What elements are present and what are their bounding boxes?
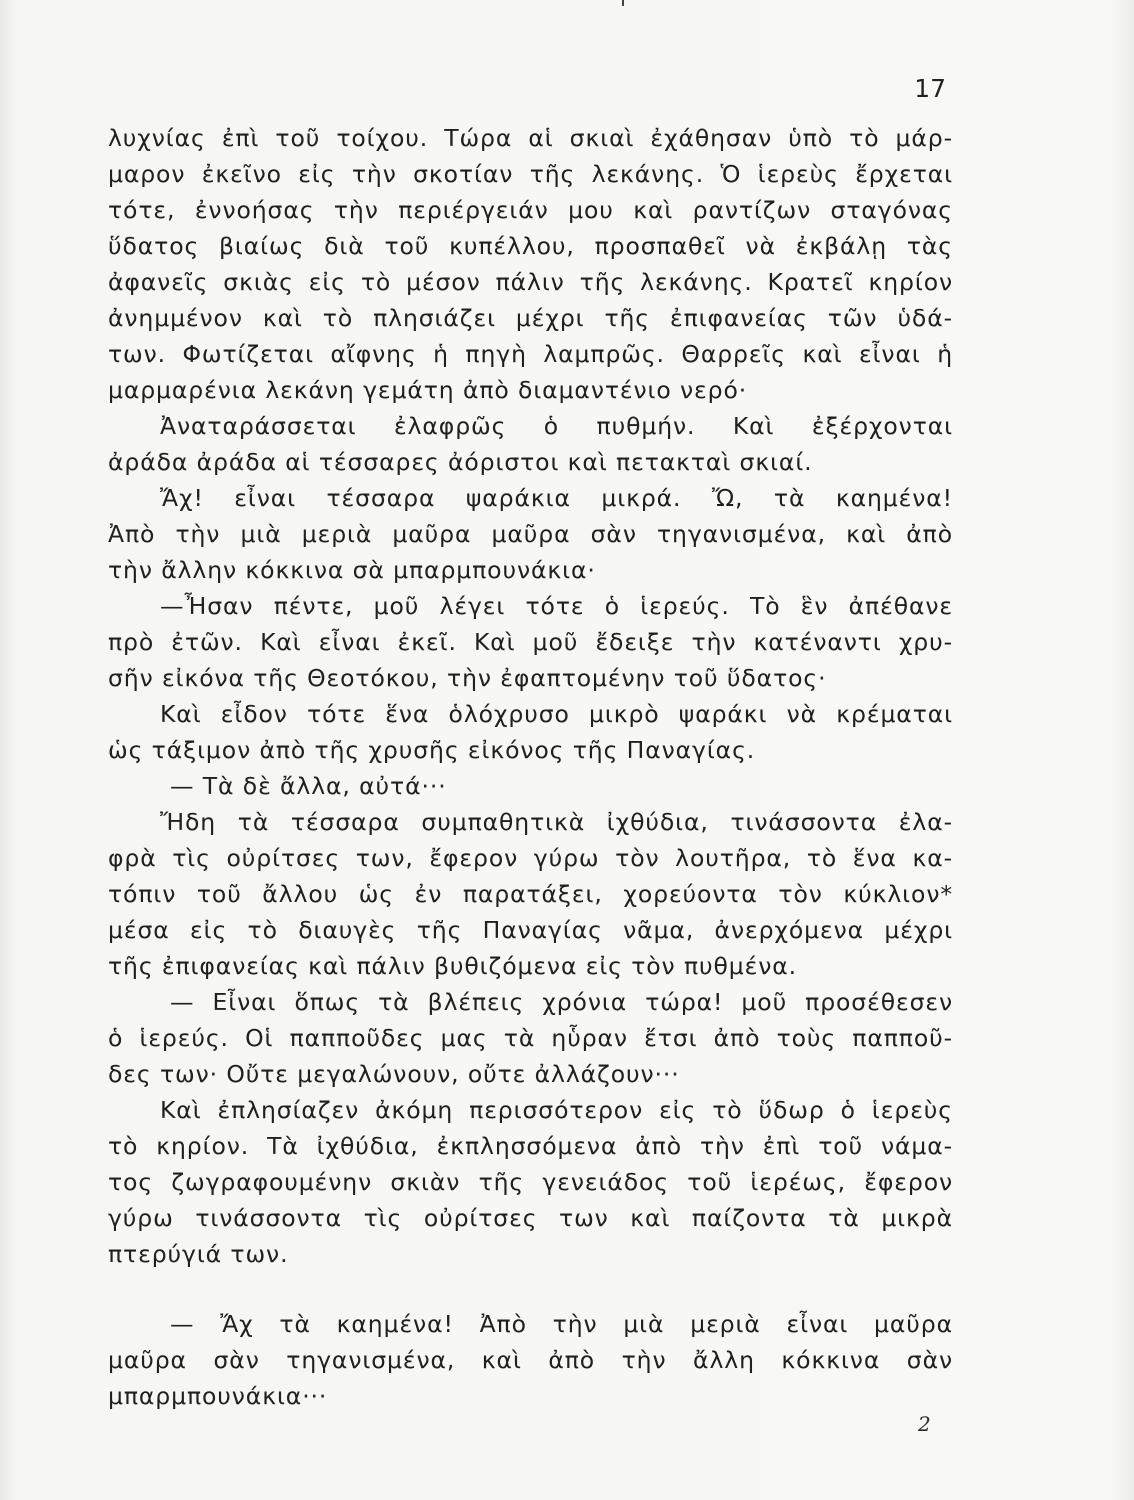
text-line: τὴν ἄλλην κόκκινα σὰ μπαρμπουνάκια· [108,556,596,584]
text-line: σῆν εἰκόνα τῆς Θεοτόκου, τὴν ἐφαπτομένην τοῦ ὕδατος· [108,664,827,692]
text-line: μαρον ἐκεῖνο εἰς τὴν σκοτίαν τῆς λεκάνης. Ὁ ἱερεὺς ἔρχεται [108,160,953,188]
text-line: λυχνίας ἐπὶ τοῦ τοίχου. Τώρα αἱ σκιαὶ ἐχάθησαν ὑπὸ τὸ μάρ- [108,124,953,152]
text-line: πτερύγιά των. [108,1240,289,1268]
text-line: των. Φωτίζεται αἴφνης ἡ πηγὴ λαμπρῶς. Θαρρεῖς καὶ εἶναι ἡ [108,340,953,368]
text-line: Ἤδη τὰ τέσσαρα συμπαθητικὰ ἰχθύδια, τινάσσοντα ἐλα- [160,808,953,836]
text-line: Ἄχ! εἶναι τέσσαρα ψαράκια μικρά. Ὤ, τὰ καημένα! [160,484,953,512]
text-line: τόπιν τοῦ ἄλλου ὡς ἐν παρατάξει, χορεύοντα τὸν κύκλιον* [108,880,953,908]
text-line: Ἀπὸ τὴν μιὰ μεριὰ μαῦρα μαῦρα σὰν τηγανισμένα, καὶ ἀπὸ [108,520,953,548]
text-line: τὸ κηρίον. Τὰ ἰχθύδια, ἐκπλησσόμενα ἀπὸ τὴν ἐπὶ τοῦ νάμα- [108,1132,953,1160]
text-line: —Ἦσαν πέντε, μοῦ λέγει τότε ὁ ἱερεύς. Τὸ ἓν ἀπέθανε [160,592,953,620]
text-line: τότε, ἐννοήσας τὴν περιέργειάν μου καὶ ραντίζων σταγόνας [108,196,953,224]
text-line: Καὶ ἐπλησίαζεν ἀκόμη περισσότερον εἰς τὸ ὕδωρ ὁ ἱερεὺς [160,1096,953,1124]
text-line: ἀνημμένον καὶ τὸ πλησιάζει μέχρι τῆς ἐπιφανείας τῶν ὑδά- [108,304,953,332]
text-line: ἀράδα ἀράδα αἱ τέσσαρες ἀόριστοι καὶ πετακταὶ σκιαί. [108,448,813,476]
signature-mark: 2 [918,1412,931,1436]
body-text [108,120,953,1414]
text-line: δες των· Οὔτε μεγαλώνουν, οὔτε ἀλλάζουν··· [108,1060,680,1088]
text-line: μπαρμπουνάκια··· [108,1382,328,1410]
text-line: ὡς τάξιμον ἀπὸ τῆς χρυσῆς εἰκόνος τῆς Παναγίας. [108,736,756,764]
text-line: τος ζωγραφουμένην σκιὰν τῆς γενειάδος τοῦ ἱερέως, ἔφερον [108,1168,953,1196]
text-line: φρὰ τὶς οὐρίτσες των, ἔφερον γύρω τὸν λουτῆρα, τὸ ἕνα κα- [108,844,953,872]
text-line: Καὶ εἶδον τότε ἕνα ὁλόχρυσο μικρὸ ψαράκι νὰ κρέμαται [160,700,953,728]
page-number: 17 [914,74,946,103]
binding-mark [622,0,624,6]
text-line: μέσα εἰς τὸ διαυγὲς τῆς Παναγίας νᾶμα, ἀνερχόμενα μέχρι [108,916,953,944]
text-line: μαρμαρένια λεκάνη γεμάτη ἀπὸ διαμαντένιο νερό· [108,376,748,404]
text-line: μαῦρα σὰν τηγανισμένα, καὶ ἀπὸ τὴν ἄλλη κόκκινα σὰν [108,1346,953,1374]
text-line: τῆς ἐπιφανείας καὶ πάλιν βυθιζόμενα εἰς τὸν πυθμένα. [108,952,798,980]
text-line: πρὸ ἐτῶν. Καὶ εἶναι ἐκεῖ. Καὶ μοῦ ἔδειξε τὴν κατέναντι χρυ- [108,628,953,656]
text-line: — Ἄχ τὰ καημένα! Ἀπὸ τὴν μιὰ μεριὰ εἶναι μαῦρα [170,1310,953,1338]
text-line: ὁ ἱερεύς. Οἱ παπποῦδες μας τὰ ηὗραν ἔτσι ἀπὸ τοὺς παπποῦ- [108,1024,953,1052]
text-line: — Τὰ δὲ ἄλλα, αὐτά··· [170,772,447,800]
text-line: ὕδατος βιαίως διὰ τοῦ κυπέλλου, προσπαθεῖ νὰ ἐκβάλῃ τὰς [108,232,953,260]
text-line: — Εἶναι ὅπως τὰ βλέπεις χρόνια τώρα! μοῦ προσέθεσεν [170,988,953,1016]
text-line: Ἀναταράσσεται ἐλαφρῶς ὁ πυθμήν. Καὶ ἐξέρχονται [160,412,953,440]
text-line: γύρω τινάσσοντα τὶς οὐρίτσες των καὶ παίζοντα τὰ μικρὰ [108,1204,953,1232]
text-line: ἀφανεῖς σκιὰς εἰς τὸ μέσον πάλιν τῆς λεκάνης. Κρατεῖ κηρίον [108,268,953,296]
paragraph-gap [108,1272,953,1306]
